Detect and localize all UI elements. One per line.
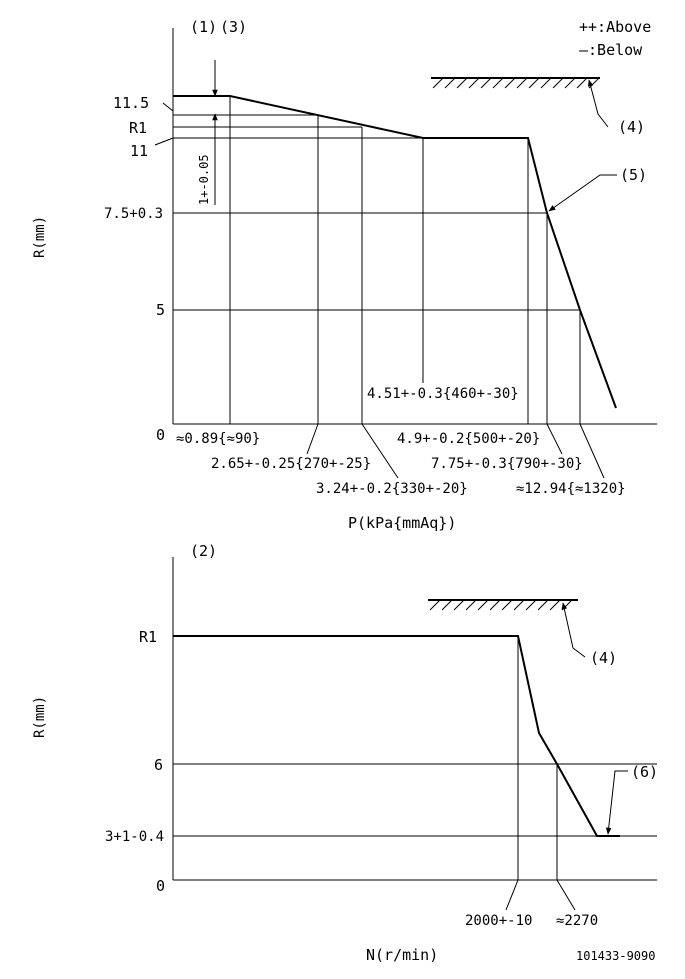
x-tick-2-65: 2.65+-0.25{270+-25} [211, 456, 372, 472]
callout-4-label: (4) [618, 118, 646, 136]
y-tick-11-5: 11.5 [113, 94, 150, 112]
y-tick-r1-2: R1 [139, 628, 158, 646]
curve-boost [173, 96, 616, 408]
x-tick-2270: ≈2270 [556, 913, 599, 929]
x-axis-title-2: N(r/min) [366, 946, 439, 964]
stopper-hatch-2 [430, 600, 572, 610]
leader-11 [155, 138, 173, 145]
x-tick-3-24: 3.24+-0.2{330+-20} [316, 481, 468, 497]
y-tick-3: 3+1-0.4 [105, 829, 165, 845]
leader-2270 [557, 880, 575, 910]
callout-4b-arrow [563, 603, 585, 657]
x-tick-2000: 2000+-10 [465, 913, 533, 929]
step-tolerance-label: 1+-0.05 [197, 154, 211, 205]
x-tick-12-94: ≈12.94{≈1320} [516, 481, 626, 497]
curve-speed [173, 636, 620, 836]
y-tick-0: 0 [156, 426, 166, 444]
x-tick-7-75: 7.75+-0.3{790+-30} [431, 456, 583, 472]
chart-speed [32, 542, 658, 964]
leader-11-5 [163, 103, 173, 111]
y-tick-6: 6 [154, 756, 164, 774]
callout-4b-label: (4) [590, 649, 618, 667]
legend-below: —:Below [579, 41, 643, 59]
leader-2-65 [307, 424, 318, 454]
drawing-number: 101433-9090 [576, 949, 656, 963]
y-tick-0-2: 0 [156, 877, 166, 895]
callout-5-arrow [549, 175, 617, 211]
y-tick-5: 5 [156, 301, 166, 319]
legend-above: ++:Above [579, 18, 652, 36]
y-tick-7-5: 7.5+0.3 [104, 206, 164, 222]
stopper-hatch [433, 78, 599, 88]
x-tick-4-51: 4.51+-0.3{460+-30} [367, 386, 519, 402]
tag-3-label: (3) [220, 18, 248, 36]
leader-2000 [506, 880, 518, 910]
callout-6-label: (6) [631, 763, 659, 781]
callout-6-arrow [608, 771, 628, 834]
x-axis-title: P(kPa{mmAq}) [348, 514, 457, 532]
x-tick-4-9: 4.9+-0.2{500+-20} [397, 431, 541, 447]
leader-12-94 [580, 424, 604, 478]
leader-7-75 [547, 424, 562, 454]
tag-2-label: (2) [190, 542, 218, 560]
y-tick-r1: R1 [129, 119, 148, 137]
callout-5-label: (5) [620, 166, 648, 184]
chart-boost-pressure [32, 18, 657, 532]
tag-1-label: (1) [190, 18, 218, 36]
y-axis-title: R(mm) [32, 215, 48, 258]
y-tick-11: 11 [130, 142, 149, 160]
y-axis-title-2: R(mm) [32, 695, 48, 738]
x-tick-0-89: ≈0.89{≈90} [176, 431, 261, 447]
callout-4-arrow [589, 80, 608, 127]
